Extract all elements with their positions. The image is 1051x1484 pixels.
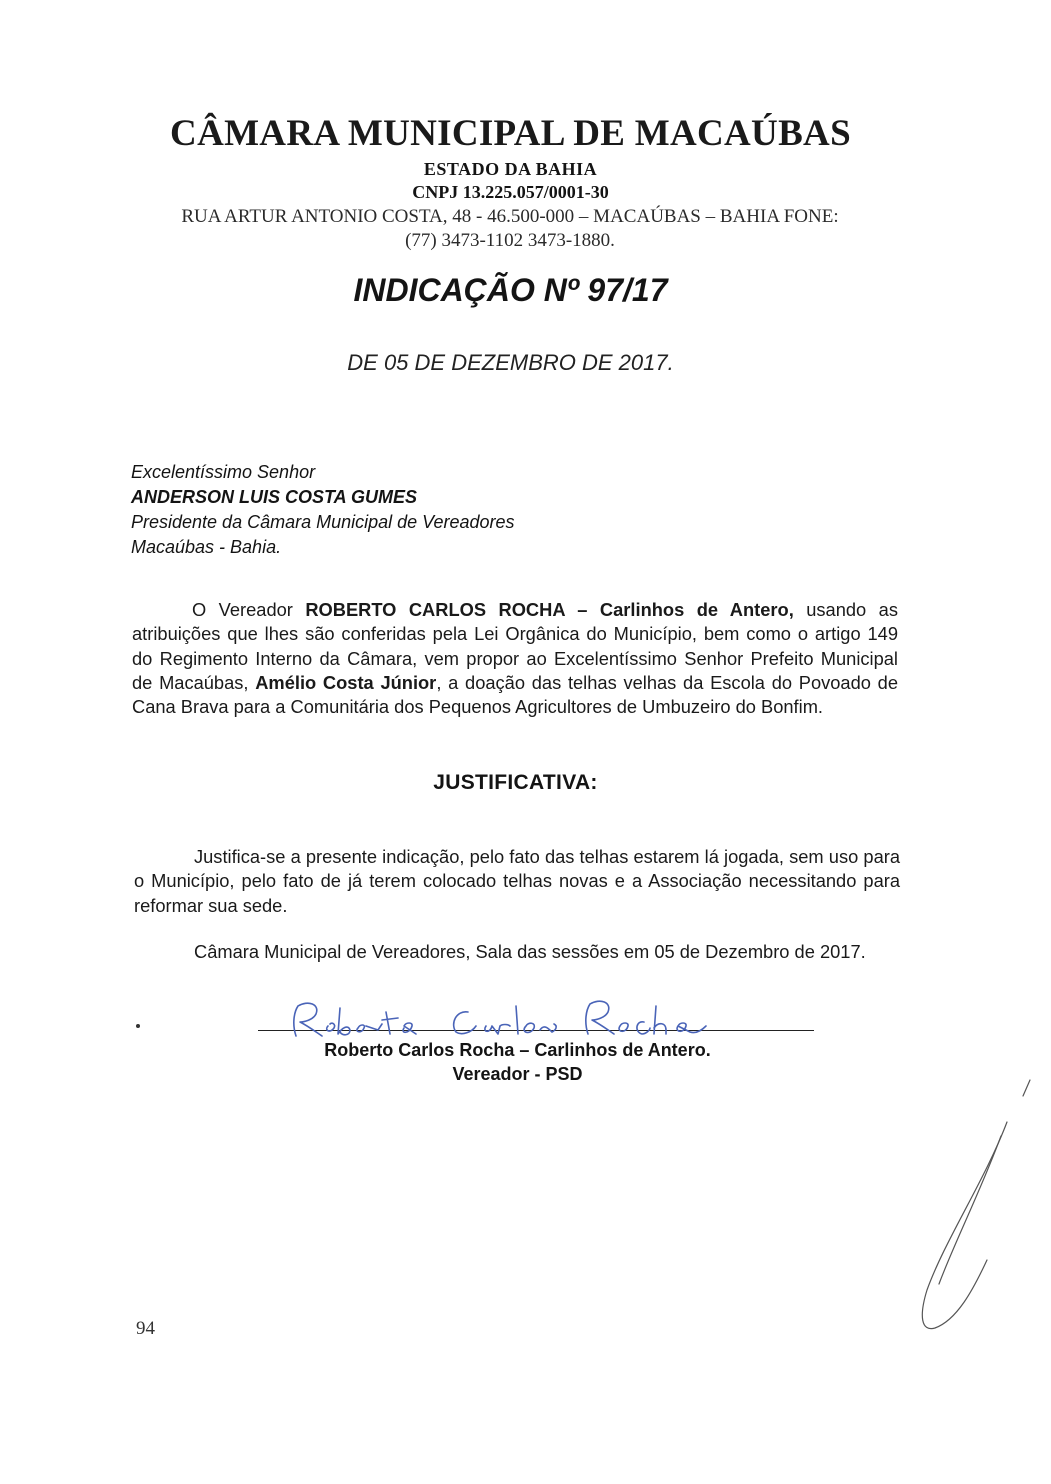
- justification-title: JUSTIFICATIVA:: [433, 771, 598, 794]
- address-line-1: RUA ARTUR ANTONIO COSTA, 48 - 46.500-000 – MACAÚBAS – BAHIA FONE:: [181, 206, 839, 227]
- institution-address: [60, 205, 960, 253]
- institution-title: CÂMARA MUNICIPAL DE MACAÚBAS: [170, 113, 851, 154]
- p1-middle: usando as atribuições que lhes são conferidas pela Lei Orgânica do Município, bem como o artigo 149 do Regimento Interno da Câmara, vem propor ao Excelentíssimo Senhor Prefeito Municipal de Macaúbas,: [132, 599, 898, 693]
- institution-state: ESTADO DA BAHIA: [423, 159, 598, 179]
- signatory-role: Vereador - PSD: [452, 1064, 583, 1084]
- addressee-location: Macaúbas - Bahia.: [131, 537, 282, 557]
- address-line-2: (77) 3473-1102 3473-1880.: [405, 230, 615, 251]
- margin-pen-stroke: [905, 1070, 1045, 1340]
- addressee-name: ANDERSON LUIS COSTA GUMES: [131, 487, 418, 507]
- institution-cnpj: CNPJ 13.225.057/0001-30: [412, 182, 609, 202]
- addressee-block: [131, 460, 831, 560]
- document-date: DE 05 DE DEZEMBRO DE 2017.: [347, 350, 674, 375]
- stray-dot: [136, 1024, 140, 1028]
- p1-intro: O Vereador: [192, 599, 306, 620]
- signatory-name: Roberto Carlos Rocha – Carlinhos de Antero.: [324, 1040, 711, 1060]
- page-number: 94: [136, 1318, 155, 1339]
- p1-end: , a doação das telhas velhas da Escola do Povoado de Cana Brava para a Comunitária dos Pequenos Agricultores de Umbuzeiro do Bonfim.: [132, 671, 899, 718]
- p1-mayor: Amélio Costa Júnior: [255, 671, 437, 693]
- justification-paragraph: Justifica-se a presente indicação, pelo fato das telhas estarem lá jogada, sem uso para o Município, pelo fato de já terem colocado telhas novas e a Associação necessitando para reformar sua sede.: [134, 846, 900, 916]
- addressee-role: Presidente da Câmara Municipal de Vereadores: [131, 512, 515, 532]
- p1-councilman: ROBERTO CARLOS ROCHA – Carlinhos de Antero,: [305, 599, 794, 620]
- closing-paragraph: Câmara Municipal de Vereadores, Sala das sessões em 05 de Dezembro de 2017.: [194, 941, 866, 962]
- addressee-salutation: Excelentíssimo Senhor: [131, 462, 316, 482]
- main-paragraph: [132, 598, 898, 719]
- document-number: INDICAÇÃO Nº 97/17: [353, 272, 668, 308]
